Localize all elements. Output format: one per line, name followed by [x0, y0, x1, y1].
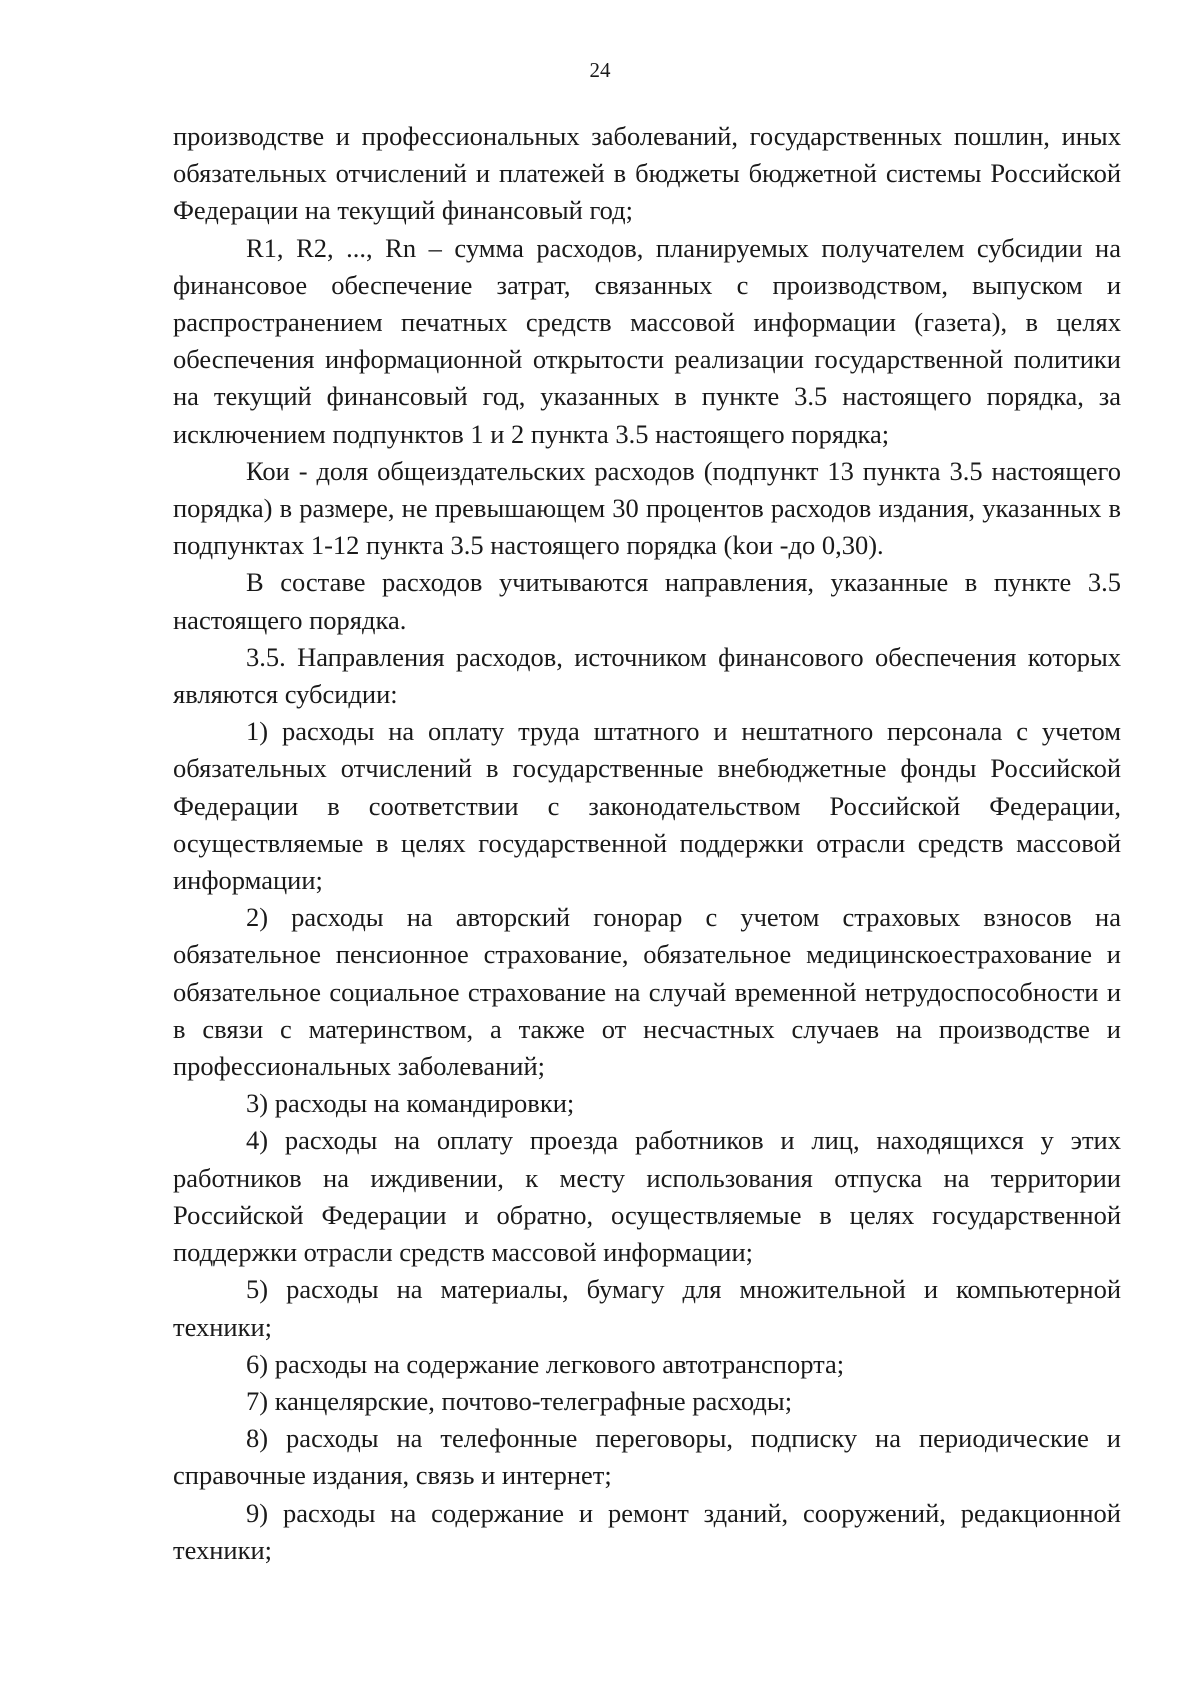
list-item-7: 7) канцелярские, почтово-телеграфные расходы; — [246, 1385, 793, 1416]
paragraph-continuation: производстве и профессиональных заболеваний, государственных пошлин, иных обязательных отчислений и платежей в бюджеты бюджетной системы Российской Федерации на текущий финансовый год; — [173, 121, 1121, 226]
list-item-2: 2) расходы на авторский гонорар с учетом страховых взносов на обязательное пенсионное страхование, обязательное медицинскоестрахование и обязательное социальное страхование на случай временной нетрудоспособности и в связи с материнством, а также от несчастных случаев на производстве и профессиональных заболеваний; — [173, 902, 1121, 1082]
paragraph-koi-definition: Кои - доля общеиздательских расходов (подпункт 13 пункта 3.5 настоящего порядка) в размере, не превышающем 30 процентов расходов издания, указанных в подпунктах 1-12 пункта 3.5 настоящего порядка (kои -до 0,30). — [173, 455, 1121, 561]
list-item-4: 4) расходы на оплату проезда работников и лиц, находящихся у этих работников на иждивении, к месту использования отпуска на территории Российской Федерации и обратно, осуществляемые в целях государственной поддержки отрасли средств массовой информации; — [173, 1125, 1121, 1268]
list-item-1: 1) расходы на оплату труда штатного и нештатного персонала с учетом обязательных отчислений в государственные внебюджетные фонды Российской Федерации в соответствии с законодательством Российской Федерации, осуществляемые в целях государственной поддержки отрасли средств массовой информации; — [173, 716, 1121, 896]
paragraph-expense-composition: В составе расходов учитываются направления, указанные в пункте 3.5 настоящего порядка. — [173, 567, 1121, 635]
list-item-5: 5) расходы на материалы, бумагу для множительной и компьютерной техники; — [173, 1274, 1121, 1342]
list-item-8: 8) расходы на телефонные переговоры, подписку на периодические и справочные издания, связь и интернет; — [173, 1423, 1121, 1491]
page-number: 24 — [589, 58, 611, 82]
paragraph-section-3-5: 3.5. Направления расходов, источником финансового обеспечения которых являются субсидии: — [173, 641, 1121, 710]
list-item-9: 9) расходы на содержание и ремонт зданий, сооружений, редакционной техники; — [173, 1497, 1121, 1565]
document-body — [173, 118, 1121, 1569]
list-item-3: 3) расходы на командировки; — [246, 1088, 575, 1119]
list-item-6: 6) расходы на содержание легкового автотранспорта; — [246, 1348, 845, 1379]
paragraph-r-definition: R1, R2, ..., Rn – сумма расходов, планируемых получателем субсидии на финансовое обеспечение затрат, связанных с производством, выпуском и распространением печатных средств массовой информации (газета), в целях обеспечения информационной открытости реализации государственной политики на текущий финансовый год, указанных в пункте 3.5 настоящего порядка, за исключением подпунктов 1 и 2 пункта 3.5 настоящего порядка; — [173, 232, 1121, 449]
